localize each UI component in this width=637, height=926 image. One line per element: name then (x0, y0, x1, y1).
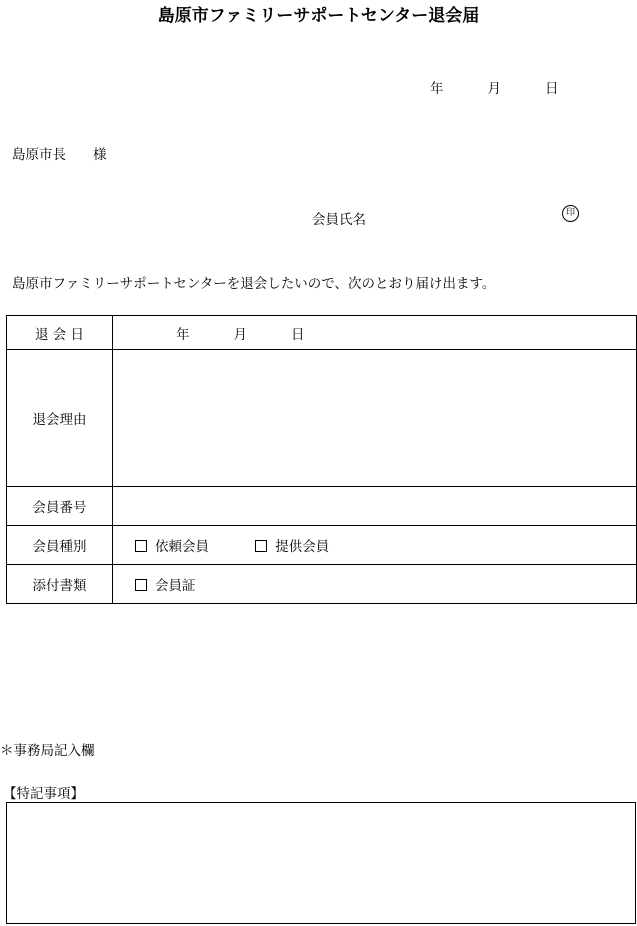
addressee: 島原市長 様 (12, 147, 107, 163)
checkbox-icon[interactable] (255, 540, 267, 552)
withdrawal-form-table (6, 315, 637, 604)
option-label: 会員証 (155, 578, 196, 594)
reason-label: 退会理由 (7, 350, 113, 487)
withdrawal-date-label: 退 会 日 (7, 316, 113, 350)
office-use-label: ＊事務局記入欄 (0, 743, 95, 759)
option-label: 依頼会員 (155, 539, 209, 555)
date-year-label: 年 (430, 81, 444, 97)
table-row (7, 487, 637, 526)
table-row (7, 350, 637, 487)
member-type-label: 会員種別 (7, 526, 113, 565)
withdrawal-date-field[interactable] (113, 316, 637, 350)
table-row (7, 565, 637, 604)
attachment-options (113, 565, 637, 604)
document-title: 島原市ファミリーサポートセンター退会届 (157, 6, 480, 26)
date-day-label: 日 (545, 81, 559, 97)
remarks-box[interactable] (6, 802, 636, 924)
applicant-name-label: 会員氏名 (312, 212, 366, 228)
date-year-label: 年 (176, 326, 190, 343)
member-number-field[interactable] (113, 487, 637, 526)
table-row (7, 316, 637, 350)
date-month-label: 月 (233, 326, 247, 343)
membership-card-option[interactable] (135, 574, 196, 594)
member-number-label: 会員番号 (7, 487, 113, 526)
seal-mark: 印 (562, 205, 579, 222)
checkbox-icon[interactable] (135, 540, 147, 552)
intro-text: 島原市ファミリーサポートセンターを退会したいので、次のとおり届け出ます。 (12, 276, 496, 292)
requesting-member-option[interactable] (135, 535, 209, 555)
remarks-label: 【特記事項】 (3, 786, 84, 802)
date-day-label: 日 (291, 326, 305, 343)
member-type-options (113, 526, 637, 565)
option-label: 提供会員 (275, 539, 330, 555)
attachments-label: 添付書類 (7, 565, 113, 604)
table-row (7, 526, 637, 565)
providing-member-option[interactable] (255, 535, 329, 555)
submission-date (430, 77, 559, 97)
checkbox-icon[interactable] (135, 579, 147, 591)
reason-field[interactable] (113, 350, 637, 487)
date-month-label: 月 (487, 81, 501, 97)
